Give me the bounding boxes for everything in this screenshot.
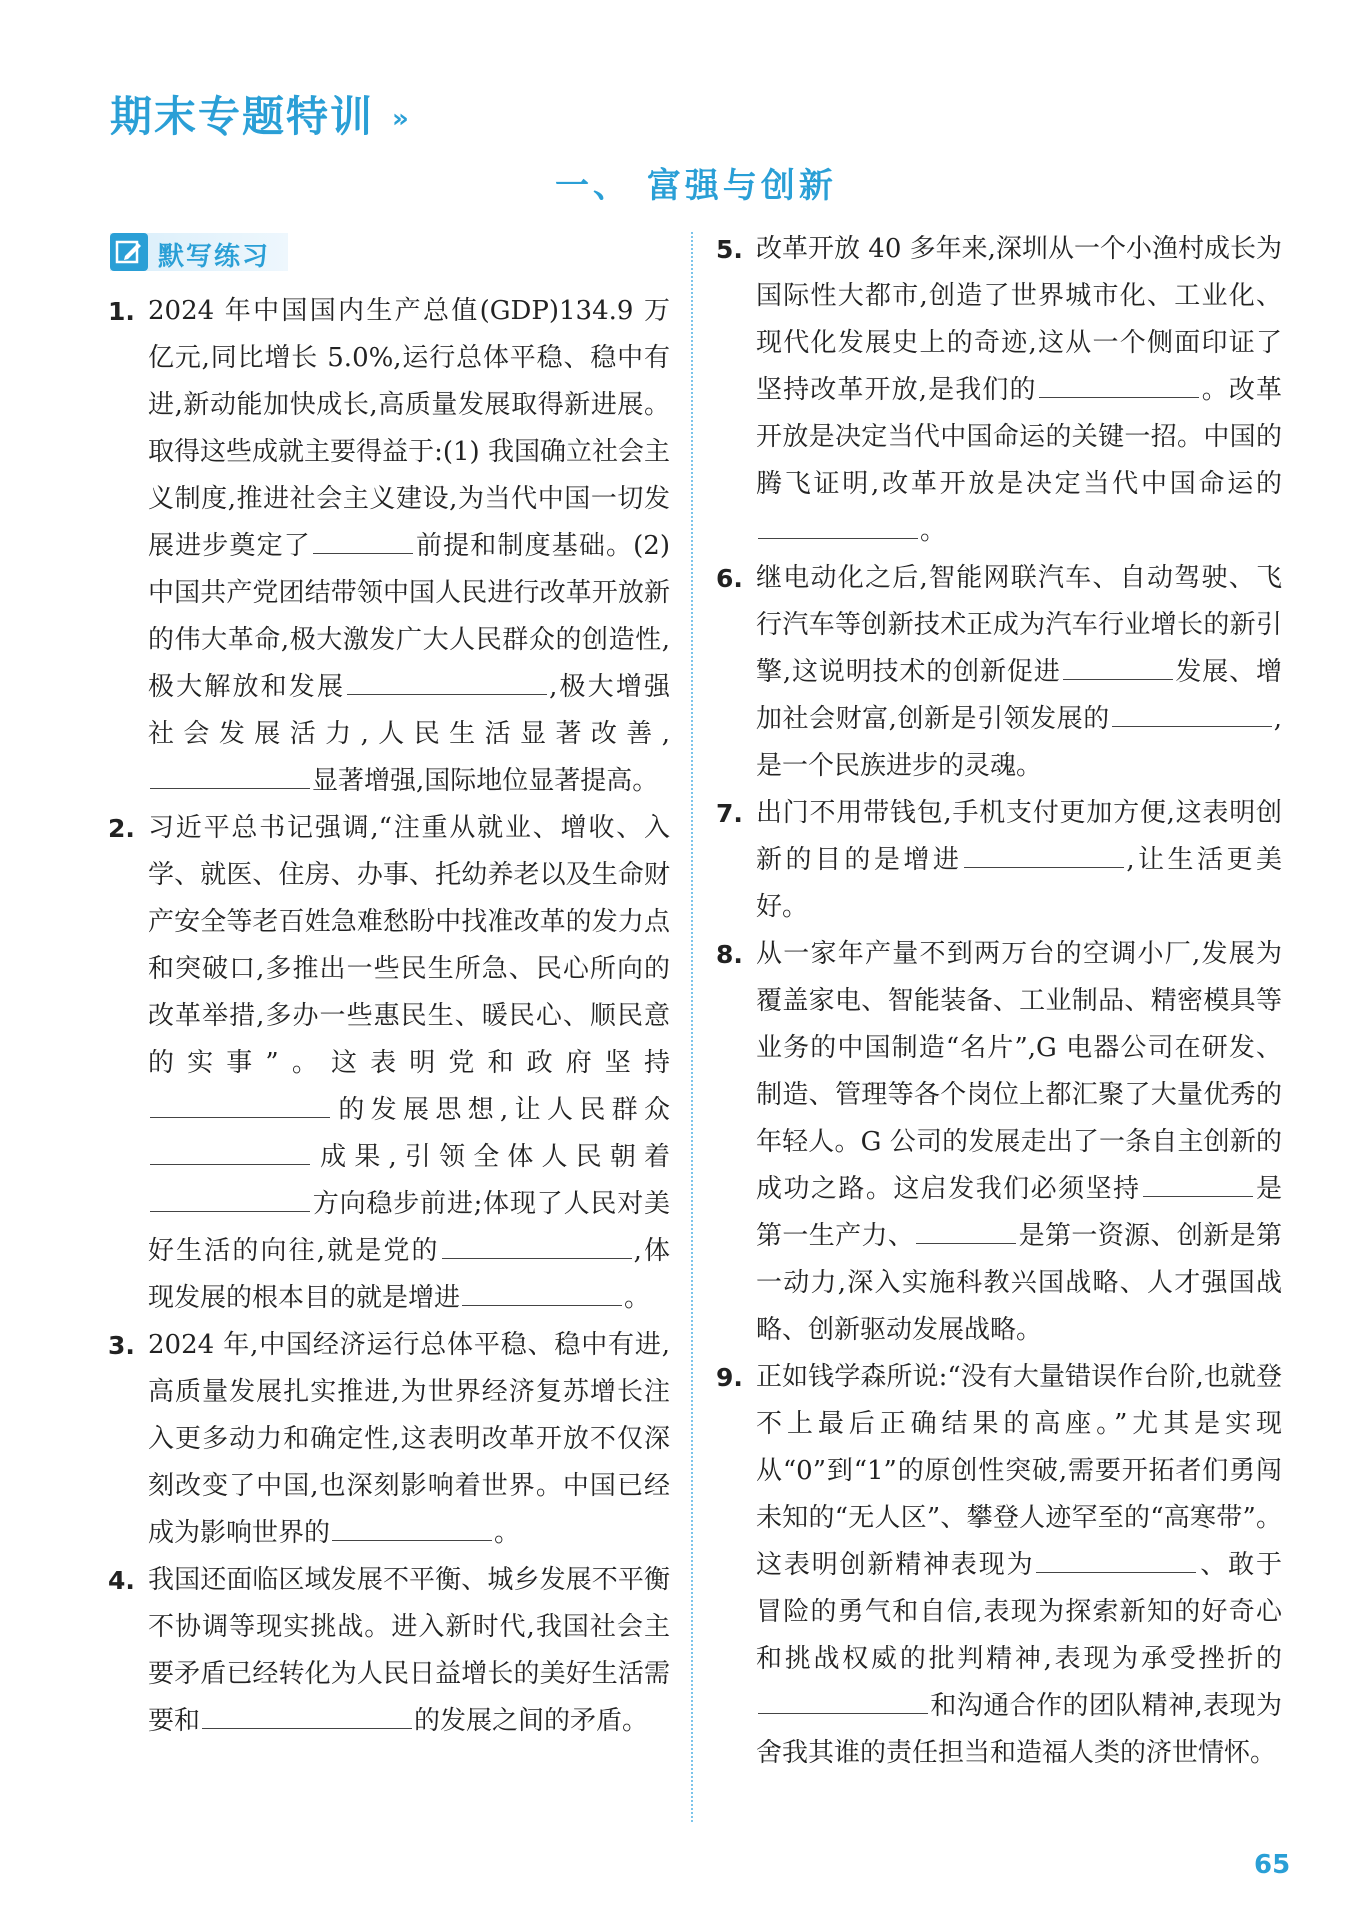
answer-blank[interactable]: [150, 1181, 310, 1212]
right-column: [712, 226, 1282, 1777]
question-number: 9.: [716, 1363, 743, 1392]
section-title: 一、 富强与创新: [555, 166, 837, 206]
answer-blank[interactable]: [332, 1510, 492, 1541]
question-text: 。改革开放是决定当代中国命运的关键一招。中国的腾飞证明,改革开放是决定当代中国命运的: [756, 375, 1282, 499]
question-text: 是第一生产力、: [756, 1174, 1282, 1251]
question-number: 7.: [716, 799, 743, 828]
answer-blank[interactable]: [150, 1134, 310, 1165]
practice-badge: [110, 233, 288, 271]
question-5: [712, 226, 1282, 555]
question-6: [712, 555, 1282, 790]
answer-blank[interactable]: [462, 1275, 622, 1306]
question-1: [104, 288, 670, 805]
answer-blank[interactable]: [1063, 649, 1173, 680]
question-7: [712, 790, 1282, 931]
answer-blank[interactable]: [150, 758, 310, 789]
question-text: 和沟通合作的团队精神,表现为舍我其谁的责任担当和造福人类的济世情怀。: [756, 1691, 1282, 1768]
question-text: ,让生活更美好。: [756, 845, 1282, 922]
question-text: 的发展思想,让人民群众: [332, 1095, 670, 1125]
question-text: 前提和制度基础。(2) 中国共产党团结带领中国人民进行改革开放新的伟大革命,极大激发广大人民群众的创造性,极大解放和发展: [148, 531, 670, 702]
question-text: 我国还面临区域发展不平衡、城乡发展不平衡不协调等现实挑战。进入新时代,我国社会主要矛盾已经转化为人民日益增长的美好生活需要和: [148, 1565, 670, 1736]
chapter-title: 期末专题特训: [110, 92, 375, 141]
question-text: 的发展之间的矛盾。: [414, 1706, 649, 1736]
column-divider: [691, 232, 693, 1822]
question-9: [712, 1354, 1282, 1777]
answer-blank[interactable]: [1036, 1542, 1196, 1573]
question-text: ,是一个民族进步的灵魂。: [756, 704, 1282, 781]
question-2: [104, 805, 670, 1322]
question-3: [104, 1322, 670, 1557]
question-text: 从一家年产量不到两万台的空调小厂,发展为覆盖家电、智能装备、工业制品、精密模具等业务的中国制造“名片”,G 电器公司在研发、制造、管理等各个岗位上都汇聚了大量优秀的年轻人。G 公司的发展走出了一条自主创新的成功之路。这启发我们必须坚持: [756, 939, 1282, 1204]
question-number: 6.: [716, 564, 743, 593]
question-text: 继电动化之后,智能网联汽车、自动驾驶、飞行汽车等创新技术正成为汽车行业增长的新引擎,这说明技术的创新促进: [756, 563, 1282, 687]
question-text: 2024 年中国国内生产总值(GDP)134.9 万亿元,同比增长 5.0%,运行总体平稳、稳中有进,新动能加快成长,高质量发展取得新进展。取得这些成就主要得益于:(1) 我国确立社会主义制度,推进社会主义建设,为当代中国一切发展进步奠定了: [148, 296, 670, 561]
question-text: 正如钱学森所说:“没有大量错误作台阶,也就登不上最后正确结果的高座。”尤其是实现从“0”到“1”的原创性突破,需要开拓者们勇闯未知的“无人区”、攀登人迹罕至的“高寒带”。这表明创新精神表现为: [756, 1362, 1282, 1580]
question-text: 。: [920, 516, 947, 546]
practice-label: 默写练习: [158, 242, 271, 272]
question-number: 2.: [108, 814, 135, 843]
question-number: 8.: [716, 940, 743, 969]
question-text: 是第一资源、创新是第一动力,深入实施科教兴国战略、人才强国战略、创新驱动发展战略。: [756, 1221, 1282, 1345]
left-column: [104, 288, 670, 1745]
pencil-icon: [110, 233, 148, 271]
answer-blank[interactable]: [1039, 367, 1199, 398]
answer-blank[interactable]: [150, 1087, 330, 1118]
question-text: ,极大增强社会发展活力,人民生活显著改善,: [148, 672, 670, 749]
answer-blank[interactable]: [964, 837, 1124, 868]
question-text: 显著增强,国际地位显著提高。: [312, 766, 659, 796]
question-text: 出门不用带钱包,手机支付更加方便,这表明创新的目的是增进: [756, 798, 1282, 875]
chevron-right-icon: »: [392, 104, 409, 134]
question-text: ,体现发展的根本目的就是增进: [148, 1236, 671, 1313]
answer-blank[interactable]: [347, 664, 547, 695]
question-text: 改革开放 40 多年来,深圳从一个小渔村成长为国际性大都市,创造了世界城市化、工业化、现代化发展史上的奇迹,这从一个侧面印证了坚持改革开放,是我们的: [756, 234, 1282, 405]
page-number: 65: [1254, 1850, 1291, 1880]
answer-blank[interactable]: [1112, 696, 1272, 727]
question-text: 、敢于冒险的勇气和自信,表现为探索新知的好奇心和挑战权威的批判精神,表现为承受挫折的: [756, 1550, 1282, 1674]
answer-blank[interactable]: [1143, 1166, 1253, 1197]
answer-blank[interactable]: [313, 523, 413, 554]
answer-blank[interactable]: [202, 1698, 412, 1729]
answer-blank[interactable]: [758, 1683, 928, 1714]
question-text: 习近平总书记强调,“注重从就业、增收、入学、就医、住房、办事、托幼养老以及生命财产安全等老百姓急难愁盼中找准改革的发力点和突破口,多推出一些民生所急、民心所向的改革举措,多办一些惠民生、暖民心、顺民意的实事”。这表明党和政府坚持: [148, 813, 670, 1078]
question-number: 3.: [108, 1331, 135, 1360]
question-text: 。: [494, 1518, 521, 1548]
answer-blank[interactable]: [916, 1213, 1016, 1244]
question-number: 5.: [716, 235, 743, 264]
question-number: 4.: [108, 1566, 135, 1595]
answer-blank[interactable]: [758, 508, 918, 539]
question-text: 发展、增加社会财富,创新是引领发展的: [756, 657, 1282, 734]
question-text: 成果,引领全体人民朝着: [312, 1142, 670, 1172]
question-number: 1.: [108, 297, 135, 326]
question-8: [712, 931, 1282, 1354]
question-text: 。: [624, 1283, 651, 1313]
question-4: [104, 1557, 670, 1745]
answer-blank[interactable]: [442, 1228, 632, 1259]
question-text: 方向稳步前进;体现了人民对美好生活的向往,就是党的: [148, 1189, 670, 1266]
question-text: 2024 年,中国经济运行总体平稳、稳中有进,高质量发展扎实推进,为世界经济复苏增长注入更多动力和确定性,这表明改革开放不仅深刻改变了中国,也深刻影响着世界。中国已经成为影响世界的: [148, 1330, 670, 1548]
